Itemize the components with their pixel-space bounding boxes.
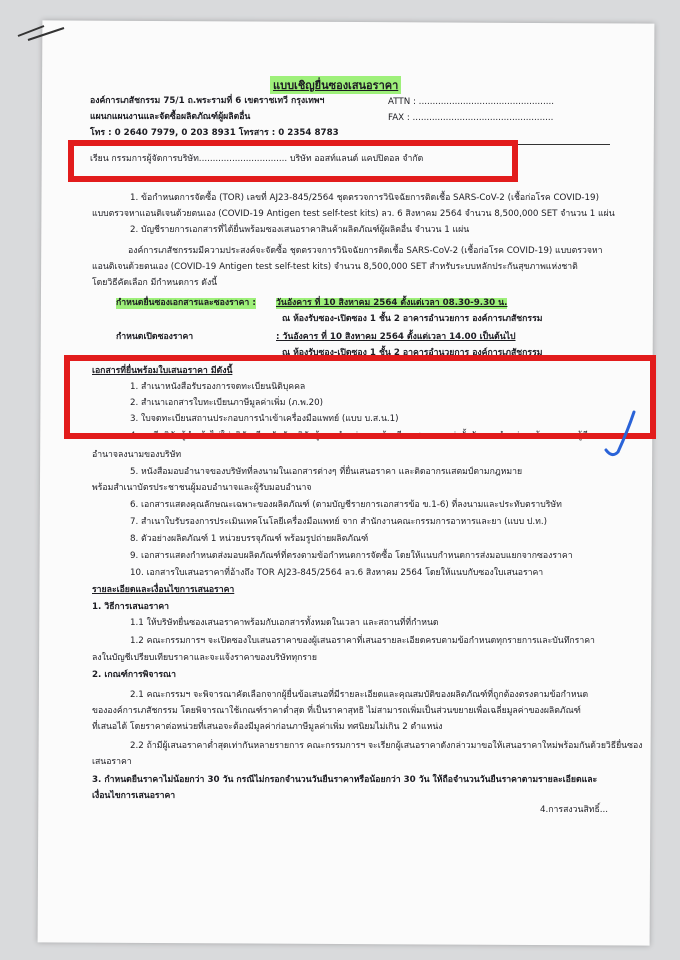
footer-next: 4.การสงวนสิทธิ์... [540,805,609,815]
header-fax: FAX : ................................................... [388,113,554,123]
sec1-line-3: ลงในบัญชีเปรียบเทียบราคาและจะแจ้งราคาของบริษัททุกราย [92,653,318,663]
docs-item-4: 4. กรณีบริษัทผู้นำเข้าไม่ใช่บริษัทเดียวกันกับบริษัทผู้แทนจำหน่าย จะต้องมีเอกสารการแต่งตั้งตัวแทนจำหน่ายพร้อมลงนามผู้มี [130,431,588,441]
docs-heading: เอกสารที่ยื่นพร้อมใบเสนอราคา มีดังนี้ [92,366,233,376]
header-phone: โทร : 0 2640 7979, 0 203 8931 โทรสาร : 0 2354 8783 [90,128,339,138]
sec1-heading: 1. วิธีการเสนอราคา [92,602,170,612]
header-org: องค์การเภสัชกรรม 75/1 ถ.พระรามที่ 6 เขตราชเทวี กรุงเทพฯ [90,96,325,106]
intro-1: องค์การเภสัชกรรมมีความประสงค์จะจัดซื้อ ชุดตรวจการวินิจฉัยการติดเชื้อ SARS-CoV-2 (เชื้อก่อโรค COVID-19) แบบตรวจหา [128,246,603,256]
sec2-line-3: ที่เสนอได้ โดยราคาต่อหน่วยที่เสนอจะต้องมีมูลค่าก่อนภาษีมูลค่าเพิ่ม ทศนิยมไม่เกิน 2 ตำแหน่ง [92,722,443,732]
open-value: : วันอังคาร ที่ 10 สิงหาคม 2564 ตั้งแต่เวลา 14.00 เป็นต้นไป [276,332,516,342]
details-heading: รายละเอียดและเงื่อนไขการเสนอราคา [92,585,235,595]
to-line: เรียน กรรมการผู้จัดการบริษัท................................ บริษัท ออสท์แลนด์ แคปปิตอล จำกัด [90,154,424,164]
open-label: กำหนดเปิดซองราคา [116,332,194,342]
sec3-line-2: เงื่อนไขการเสนอราคา [92,791,176,801]
docs-item-7: 7. สำเนาใบรับรองการประเมินเทคโนโลยีเครื่องมือแพทย์ จาก สำนักงานคณะกรรมการอาหารและยา (แบบ ป.ท.) [130,517,548,527]
ref-2: 2. บัญชีรายการเอกสารที่ได้ยื่นพร้อมซองเสนอราคาสินค้าผลิตภัณฑ์ผู้ผลิตอื่น จำนวน 1 แผ่น [130,225,470,235]
submit-value: วันอังคาร ที่ 10 สิงหาคม 2564 ตั้งแต่เวลา 08.30-9.30 น. [276,298,508,308]
sec2-heading: 2. เกณฑ์การพิจารณา [92,670,176,680]
docs-item-2: 2. สำเนาเอกสารใบทะเบียนภาษีมูลค่าเพิ่ม (ภ.พ.20) [130,398,324,408]
sec1-line-2: 1.2 คณะกรรมการฯ จะเปิดซองใบเสนอราคาของผู้เสนอราคาที่เสนอรายละเอียดครบตามข้อกำหนดทุกรายการและบันทึกราคา [130,636,595,646]
header-attn: ATTN : ................................................. [388,97,554,107]
ref-1-cont: แบบตรวจหาแอนติเจนด้วยตนเอง (COVID-19 Antigen test self-test kits) ลว. 6 สิงหาคม 2564 จำนวน 8,500,000 SET จำนวน 1 แผ่น [92,209,615,219]
sec2-line-5: เสนอราคา [92,757,132,767]
sec1-line-1: 1.1 ให้บริษัทยื่นซองเสนอราคาพร้อมกับเอกสารทั้งหมดในเวลา และสถานที่ที่กำหนด [130,618,439,628]
docs-item-10: 10. เอกสารใบเสนอราคาที่อ้างถึง TOR AJ23-845/2564 ลว.6 สิงหาคม 2564 โดยให้แนบกับซองใบเสนอราคา [130,568,544,578]
pen-scribble [14,18,74,48]
docs-item-4-cont: อำนาจลงนามของบริษัท [92,450,182,460]
open-place: ณ ห้องรับซอง-เปิดซอง 1 ชั้น 2 อาคารอำนวยการ องค์การเภสัชกรรม [282,348,543,358]
ref-1: 1. ข้อกำหนดการจัดซื้อ (TOR) เลขที่ AJ23-845/2564 ชุดตรวจการวินิจฉัยการติดเชื้อ SARS-CoV-2 (เชื้อก่อโรค COVID-19) [130,193,599,203]
sec2-line-4: 2.2 ถ้ามีผู้เสนอราคาต่ำสุดเท่ากันหลายรายการ คณะกรรมการฯ จะเรียกผู้เสนอราคาดังกล่าวมาขอให้เสนอราคาใหม่พร้อมกันด้วยวิธียื่นซอง [130,741,643,751]
doc-title: แบบเชิญยื่นซองเสนอราคา [270,76,401,94]
submit-place: ณ ห้องรับซอง-เปิดซอง 1 ชั้น 2 อาคารอำนวยการ องค์การเภสัชกรรม [282,314,543,324]
docs-item-1: 1. สำเนาหนังสือรับรองการจดทะเบียนนิติบุคคล [130,382,306,392]
intro-3: โดยวิธีคัดเลือก มีกำหนดการ ดังนี้ [92,278,218,288]
header-dept: แผนกแผนงานและจัดซื้อผลิตภัณฑ์ผู้ผลิตอื่น [90,112,251,122]
docs-item-5: 5. หนังสือมอบอำนาจของบริษัทที่ลงนามในเอกสารต่างๆ ที่ยื่นเสนอราคา และติดอากรแสตมป์ตามกฎหมาย [130,467,523,477]
docs-item-8: 8. ตัวอย่างผลิตภัณฑ์ 1 หน่วยบรรจุภัณฑ์ พร้อมรูปถ่ายผลิตภัณฑ์ [130,534,369,544]
red-highlight-box-recipient [68,140,518,182]
sec3-line-1: 3. กำหนดยืนราคาไม่น้อยกว่า 30 วัน กรณีไม่กรอกจำนวนวันยืนราคาหรือน้อยกว่า 30 วัน ให้ถือจำนวนวันยืนราคาตามรายละเอียดและ [92,775,598,785]
submit-label: กำหนดยื่นซองเอกสารและซองราคา : [116,298,256,308]
pen-checkmark-icon [600,406,640,462]
sec2-line-1: 2.1 คณะกรรมฯ จะพิจารณาคัดเลือกจากผู้ยื่นข้อเสนอที่มีรายละเอียดและคุณสมบัติของผลิตภัณฑ์ที่ถูกต้องตรงตามข้อกำหนด [130,690,589,700]
docs-item-5-cont: พร้อมสำเนาบัตรประชาชนผู้มอบอำนาจและผู้รับมอบอำนาจ [92,483,312,493]
intro-2: แอนติเจนด้วยตนเอง (COVID-19 Antigen test self-test kits) จำนวน 8,500,000 SET สำหรับระบบหลักประกันสุขภาพแห่งชาติ [92,262,578,272]
docs-item-6: 6. เอกสารแสดงคุณลักษณะเฉพาะของผลิตภัณฑ์ (ตามบัญชีรายการเอกสารข้อ ข.1-6) ที่ลงนามและประทับตราบริษัท [130,500,562,510]
docs-item-3: 3. ใบจดทะเบียนสถานประกอบการนำเข้าเครื่องมือแพทย์ (แบบ บ.ส.น.1) [130,414,399,424]
sec2-line-2: ขององค์การเภสัชกรรม โดยพิจารณาใช้เกณฑ์ราคาต่ำสุด ที่เป็นราคาสุทธิ ไม่สามารถเพิ่มเป็นส่วนขยายเพื่อเฉลี่ยมูลค่าของผลิตภัณฑ์ [92,706,581,716]
docs-item-9: 9. เอกสารแสดงกำหนดส่งมอบผลิตภัณฑ์ที่ตรงตามข้อกำหนดการจัดซื้อ โดยให้แนบกำหนดการส่งมอบแยกจากซองราคา [130,551,573,561]
red-highlight-box-documents [64,355,656,439]
